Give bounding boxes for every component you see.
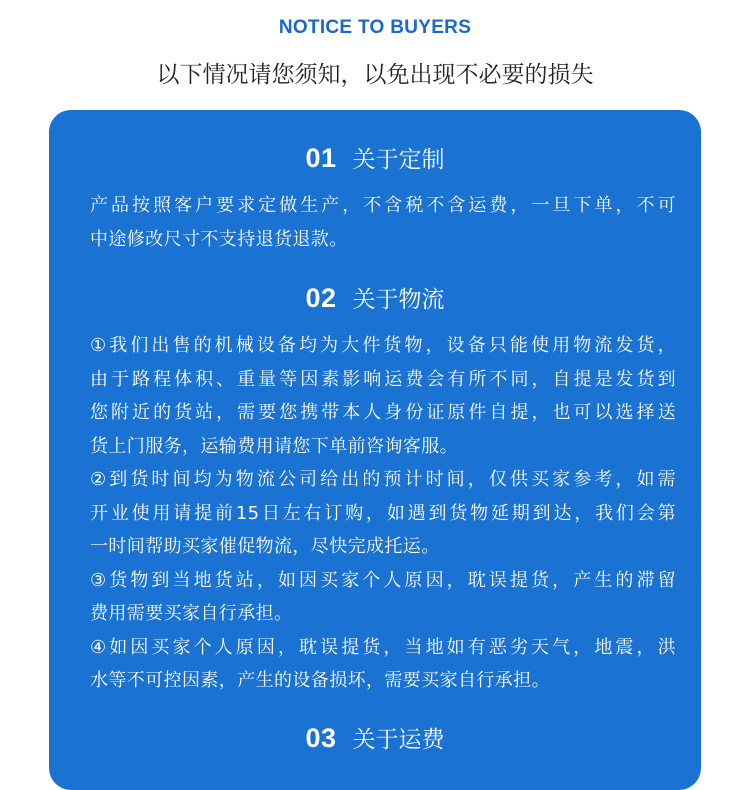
paragraph-line: ④如因买家个人原因，耽误提货，当地如有恶劣天气，地震，洪 <box>90 636 676 658</box>
paragraph-line: 费用需要买家自行承担。 <box>90 603 293 624</box>
section-title: 关于物流 <box>352 287 445 313</box>
section-title: 关于运费 <box>352 727 445 753</box>
section-body-customization <box>90 189 676 256</box>
paragraph-line: 中途修改尺寸不支持退货退款。 <box>90 228 348 250</box>
paragraph-line: ③货物到当地货站，如因买家个人原因，耽误提货，产生的滞留 <box>90 569 676 591</box>
section-heading-logistics <box>49 281 701 319</box>
page-subtitle: 以下情况请您须知，以免出现不必要的损失 <box>156 62 594 88</box>
section-title: 关于定制 <box>352 147 445 173</box>
section-heading-shipping-fee <box>49 721 701 759</box>
section-heading-customization <box>49 141 701 179</box>
paragraph-line: 由于路程体积、重量等因素影响运费会有所不同，自提是发货到 <box>90 368 676 390</box>
paragraph-line: 您附近的货站，需要您携带本人身份证原件自提，也可以选择送 <box>90 402 676 423</box>
paragraph-line: ②到货时间均为物流公司给出的预计时间，仅供买家参考，如需 <box>90 469 676 490</box>
section-body-logistics <box>90 329 676 698</box>
paragraph-line: 一时间帮助买家催促物流，尽快完成托运。 <box>90 536 440 557</box>
section-number: 02 <box>305 283 337 313</box>
page-title: NOTICE TO BUYERS <box>278 17 472 38</box>
notice-panel <box>49 110 701 790</box>
section-number: 03 <box>305 723 337 753</box>
section-number: 01 <box>305 143 337 173</box>
paragraph-line: 货上门服务，运输费用请您下单前咨询客服。 <box>90 435 458 457</box>
paragraph-line: ①我们出售的机械设备均为大件货物，设备只能使用物流发货， <box>90 335 676 356</box>
paragraph-line: 开业使用请提前15日左右订购，如遇到货物延期到达，我们会第 <box>90 502 676 524</box>
paragraph-line: 产品按照客户要求定做生产，不含税不含运费，一旦下单，不可 <box>90 195 676 216</box>
paragraph-line: 水等不可控因素，产生的设备损坏，需要买家自行承担。 <box>90 670 550 691</box>
